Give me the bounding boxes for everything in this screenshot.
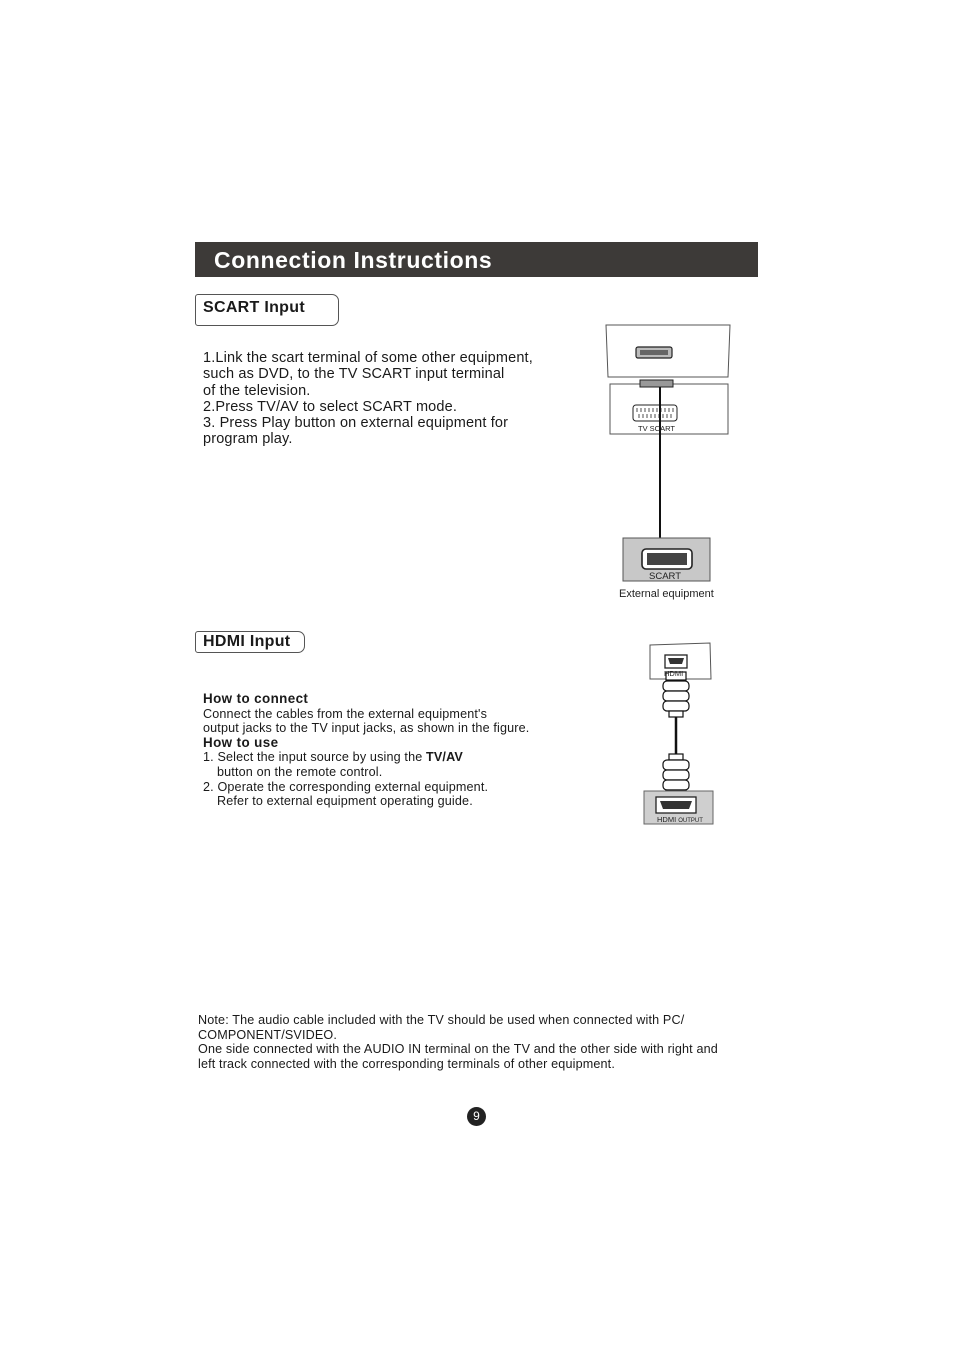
scart-pins [640, 350, 668, 355]
external-equipment-caption: External equipment [619, 588, 714, 600]
tv-hdmi-label: HDMI [664, 669, 684, 678]
scart-cable-plug-icon [640, 380, 673, 387]
scart-line: 1.Link the scart terminal of some other equipment, [203, 350, 533, 366]
hdmi-use-step-2: 2. Operate the corresponding external equipment. [203, 779, 489, 794]
tv-scart-label: TV SCART [638, 424, 675, 433]
scart-line: 2.Press TV/AV to select SCART mode. [203, 398, 458, 415]
scart-line: such as DVD, to the TV SCART input terminal [203, 366, 505, 383]
scart-line: 3. Press Play button on external equipment for [203, 415, 509, 432]
equipment-hdmi-output-label: OUTPUT [678, 818, 703, 824]
tv-av-button-name: TV/AV [426, 750, 463, 765]
scart-section-heading: SCART Input [195, 294, 339, 326]
hdmi-socket-inner [668, 658, 684, 664]
equipment-scart-label: SCART [649, 571, 682, 582]
hdmi-section-heading: HDMI Input [195, 631, 305, 653]
scart-instructions [203, 350, 533, 448]
note-line: One side connected with the AUDIO IN terminal on the TV and the other side with right and [198, 1042, 718, 1056]
scart-line: program play. [203, 431, 293, 448]
equipment-hdmi-socket-inner [660, 801, 692, 809]
scart-diagram [600, 320, 740, 520]
hdmi-use-step-2-cont: Refer to external equipment operating guide. [217, 794, 473, 809]
note-line: Note: The audio cable included with the TV should be used when connected with PC/ [198, 1013, 685, 1027]
hdmi-use-step-1 [203, 750, 529, 765]
tv-scart-socket-icon [633, 405, 677, 421]
hdmi-connect-line: output jacks to the TV input jacks, as shown in the figure. [203, 721, 530, 736]
note-line: COMPONENT/SVIDEO. [198, 1027, 337, 1042]
how-to-use-heading: How to use [203, 734, 279, 750]
how-to-connect-heading: How to connect [203, 691, 309, 706]
page-number: 9 [467, 1107, 486, 1126]
audio-cable-note [198, 1013, 718, 1071]
scart-line: of the television. [203, 382, 311, 399]
page-title: Connection Instructions [195, 242, 758, 277]
hdmi-instructions [203, 692, 529, 809]
hdmi-use-step-1-cont: button on the remote control. [217, 764, 383, 779]
equipment-hdmi-label-text: HDMI [657, 815, 677, 824]
hdmi-use-step-1-text: 1. Select the input source by using the [203, 750, 427, 765]
note-line: left track connected with the corresponding terminals of other equipment. [198, 1056, 615, 1071]
equipment-hdmi-label [657, 815, 703, 824]
hdmi-upper-plug-icon [663, 672, 689, 717]
equipment-scart-pins [647, 553, 687, 565]
hdmi-connect-line: Connect the cables from the external equipment's [203, 706, 488, 721]
